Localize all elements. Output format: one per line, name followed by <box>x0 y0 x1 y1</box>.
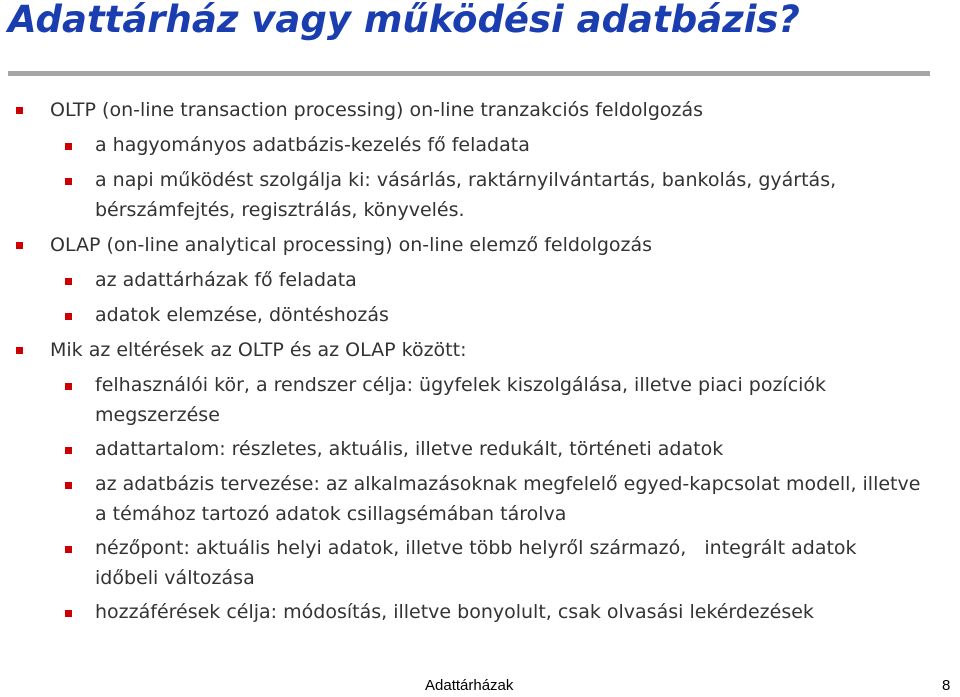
bullet-text: az adatbázis tervezése: az alkalmazásoknak megfelelő egyed-kapcsolat modell, illetve a témához tartozó adatok csillagsémában tárolva <box>95 473 921 525</box>
bullet-text: hozzáférések célja: módosítás, illetve bonyolult, csak olvasási lekérdezések <box>95 601 814 623</box>
square-bullet-icon <box>65 178 72 185</box>
sub-item-user-base <box>95 370 925 430</box>
sub-item-access-purpose <box>95 597 925 627</box>
bullet-text: az adattárházak fő feladata <box>95 269 357 291</box>
sub-item-viewpoint <box>95 533 925 593</box>
sub-item-data-content <box>95 434 925 464</box>
bullet-text: felhasználói kör, a rendszer célja: ügyfelek kiszolgálása, illetve piaci pozíciók megszerzése <box>95 374 827 426</box>
sub-item-database-design <box>95 469 925 529</box>
bullet-item-olap <box>50 230 930 260</box>
square-bullet-icon <box>16 347 23 354</box>
bullet-item-differences <box>50 335 930 365</box>
square-bullet-icon <box>65 383 72 390</box>
footer-label: Adattárházak <box>425 677 514 694</box>
square-bullet-icon <box>65 482 72 489</box>
bullet-text: Mik az eltérések az OLTP és az OLAP között: <box>50 339 467 361</box>
bullet-text: a hagyományos adatbázis-kezelés fő feladata <box>95 134 530 156</box>
sub-item-warehouse-task <box>95 265 925 295</box>
sub-item-daily-operations <box>95 165 925 225</box>
bullet-text: nézőpont: aktuális helyi adatok, illetve több helyről származó, integrált adatok időbeli változása <box>95 537 863 589</box>
page-number: 8 <box>942 677 951 694</box>
square-bullet-icon <box>65 546 72 553</box>
square-bullet-icon <box>65 447 72 454</box>
square-bullet-icon <box>65 278 72 285</box>
square-bullet-icon <box>65 143 72 150</box>
bullet-text: adattartalom: részletes, aktuális, illetve redukált, történeti adatok <box>95 438 724 460</box>
sub-item-traditional <box>95 130 925 160</box>
square-bullet-icon <box>16 242 23 249</box>
slide-title: Adattárház vagy működési adatbázis? <box>8 0 800 41</box>
bullet-text: adatok elemzése, döntéshozás <box>95 304 389 326</box>
bullet-item-oltp <box>50 95 930 125</box>
square-bullet-icon <box>65 610 72 617</box>
sub-item-analysis <box>95 300 925 330</box>
bullet-text: OLTP (on-line transaction processing) on-line tranzakciós feldolgozás <box>50 99 704 121</box>
bullet-text: OLAP (on-line analytical processing) on-line elemző feldolgozás <box>50 234 653 256</box>
square-bullet-icon <box>16 107 23 114</box>
square-bullet-icon <box>65 313 72 320</box>
bullet-text: a napi működést szolgálja ki: vásárlás, raktárnyilvántartás, bankolás, gyártás, bérszámfejtés, regisztrálás, könyvelés. <box>95 169 837 221</box>
